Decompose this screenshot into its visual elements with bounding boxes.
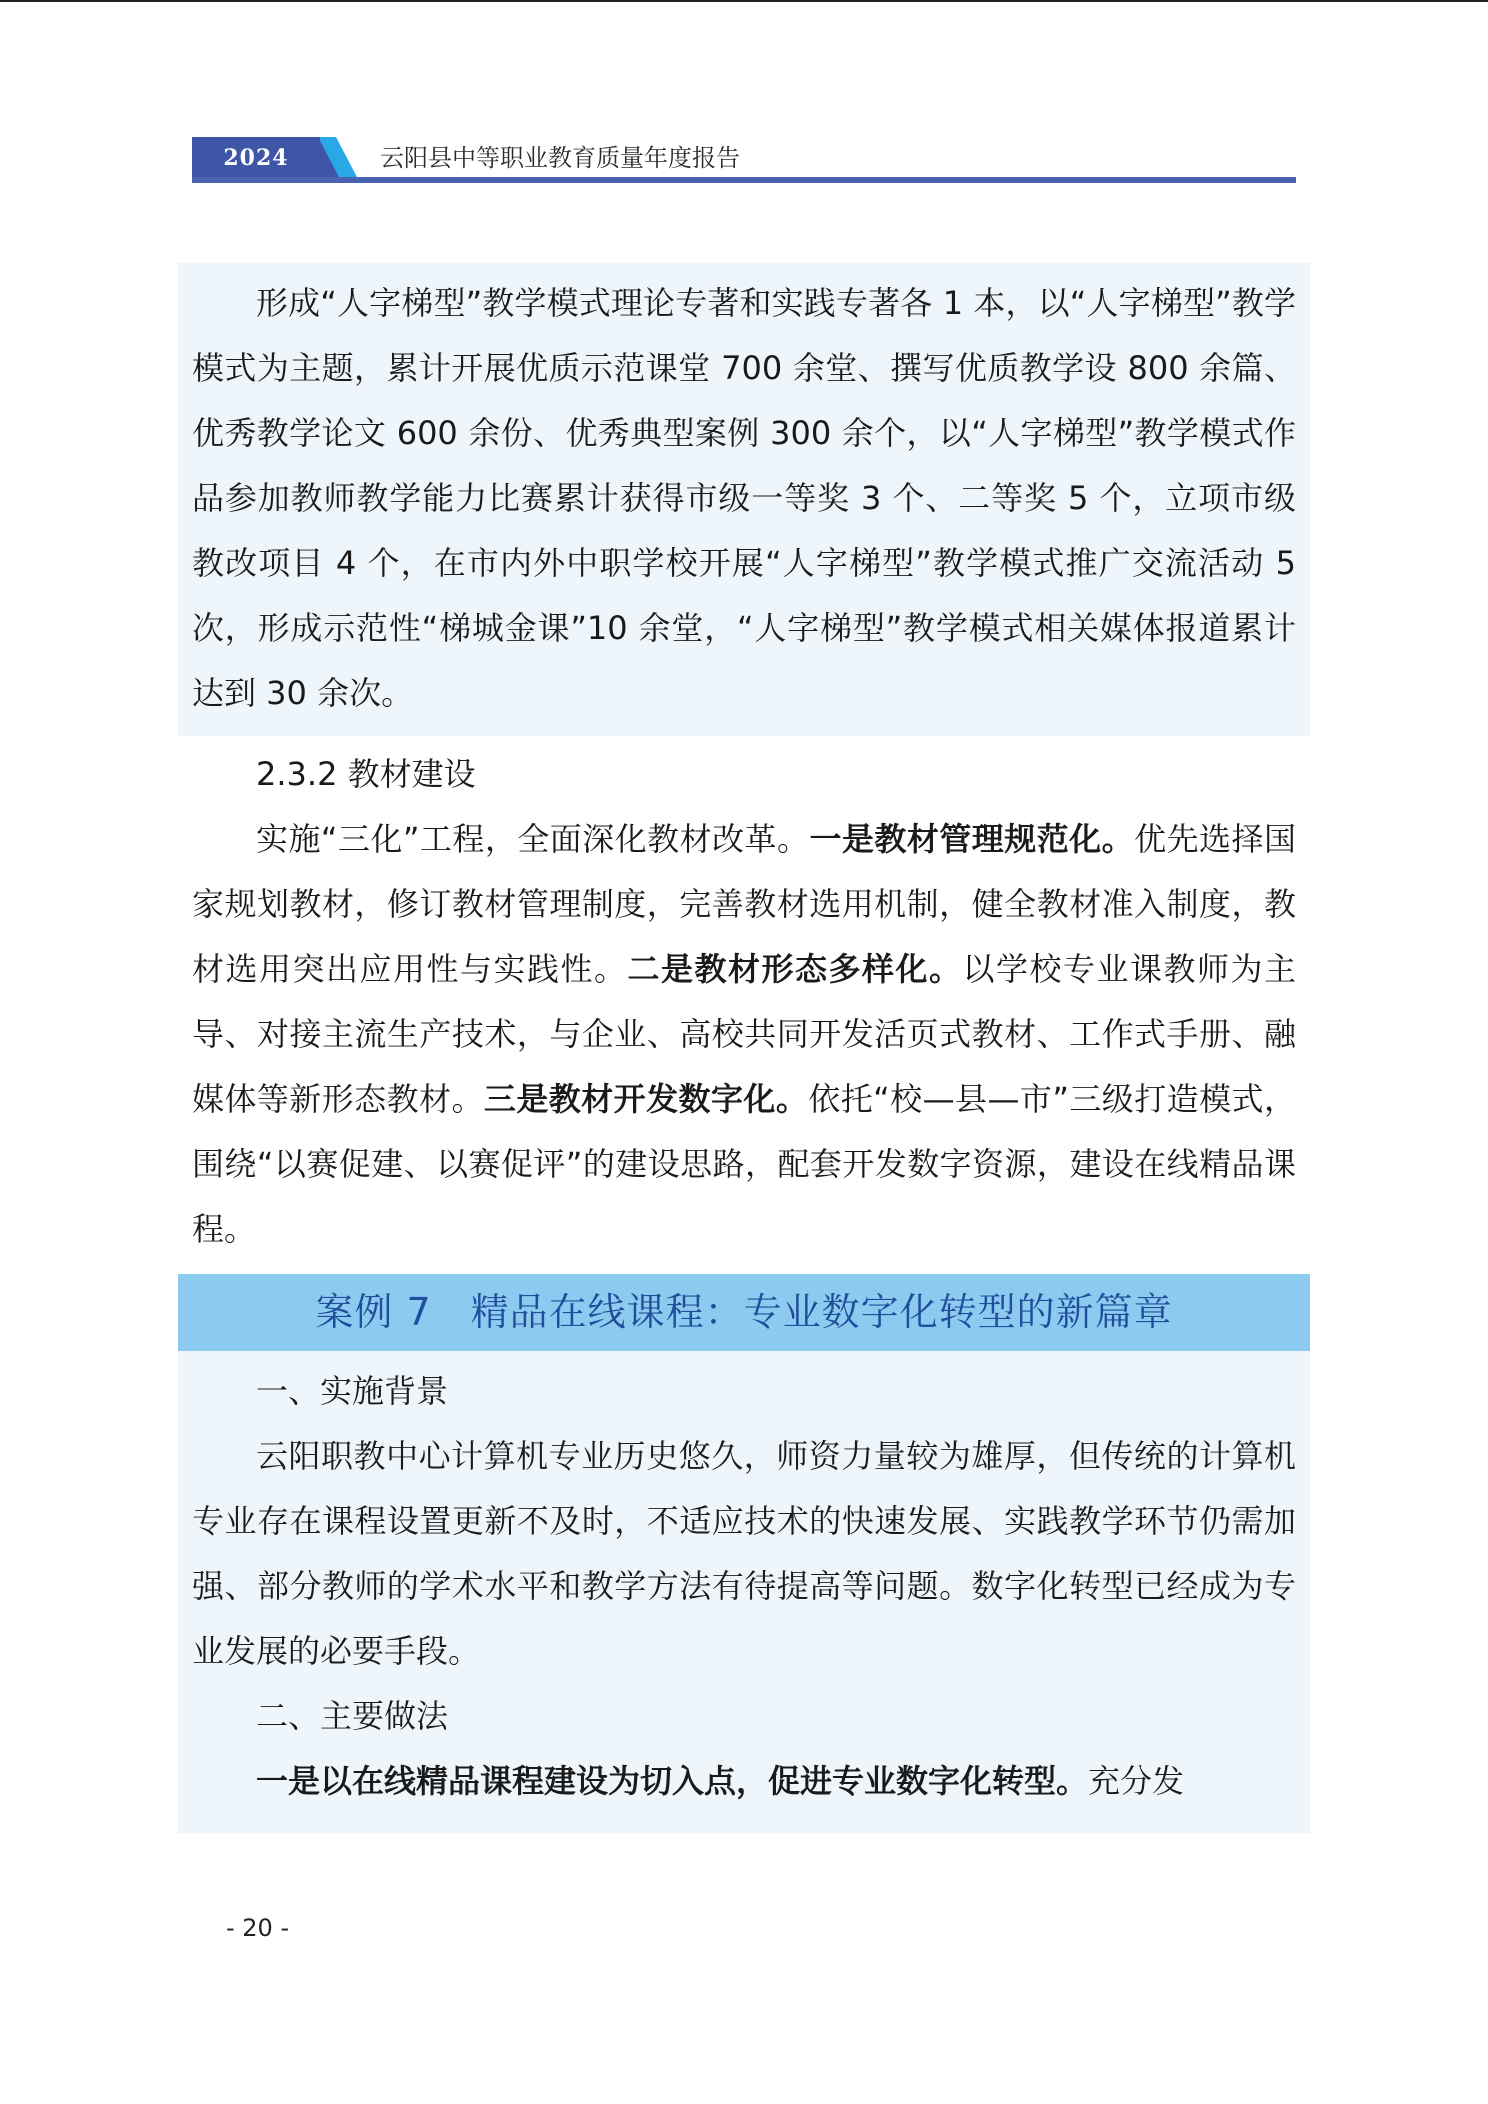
report-title: 云阳县中等职业教育质量年度报告 bbox=[380, 144, 740, 172]
section-heading: 2.3.2 教材建设 bbox=[256, 755, 476, 793]
point-1-bold: 一是教材管理规范化。 bbox=[809, 820, 1135, 858]
point-2-bold: 二是教材形态多样化。 bbox=[627, 950, 963, 988]
summary-box bbox=[178, 263, 1310, 736]
case-heading-background: 一、实施背景 bbox=[256, 1372, 449, 1410]
section-intro: 实施“三化”工程，全面深化教材改革。 bbox=[256, 820, 810, 858]
practice-point-1-bold: 一是以在线精品课程建设为切入点，促进专业数字化转型。 bbox=[256, 1762, 1089, 1800]
section-paragraph bbox=[178, 807, 1310, 1262]
page-number: - 20 - bbox=[226, 1914, 290, 1942]
case-title-bar: 案例 7 精品在线课程：专业数字化转型的新篇章 bbox=[178, 1274, 1310, 1351]
point-3-text: 依托“校—县—市”三级打造模式，围绕“以赛促建、以赛促评”的建设思路，配套开发数字资源，建设在线精品课程。 bbox=[192, 1080, 1296, 1248]
practice-point-1-text: 充分发 bbox=[1088, 1762, 1185, 1800]
point-1-text: 优先选择国家规划教材，修订教材管理制度，完善教材选用机制，健全教材准入制度，教材选用突出应用性与实践性。 bbox=[192, 820, 1296, 988]
point-3-bold: 三是教材开发数字化。 bbox=[483, 1080, 809, 1118]
case-box bbox=[178, 1351, 1310, 1833]
case-practice-paragraph bbox=[178, 1749, 1310, 1814]
page-top-border bbox=[0, 0, 1488, 2]
textbook-section bbox=[178, 742, 1310, 1262]
case-heading-practice: 二、主要做法 bbox=[256, 1697, 449, 1735]
header-rule bbox=[192, 177, 1296, 183]
page-header bbox=[192, 137, 1296, 183]
case-background-paragraph: 云阳职教中心计算机专业历史悠久，师资力量较为雄厚，但传统的计算机专业存在课程设置更新不及时，不适应技术的快速发展、实践教学环节仍需加强、部分教师的学术水平和教学方法有待提高等问题。数字化转型已经成为专业发展的必要手段。 bbox=[192, 1437, 1296, 1670]
point-2-text: 以学校专业课教师为主导、对接主流生产技术，与企业、高校共同开发活页式教材、工作式手册、融媒体等新形态教材。 bbox=[192, 950, 1296, 1118]
summary-paragraph: 形成“人字梯型”教学模式理论专著和实践专著各 1 本，以“人字梯型”教学模式为主题，累计开展优质示范课堂 700 余堂、撰写优质教学设 800 余篇、优秀教学论文 600 余份、优秀典型案例 300 余个，以“人字梯型”教学模式作品参加教师教学能力比赛累计获得市级一等奖 3 个、二等奖 5 个，立项市级教改项目 4 个，在市内外中职学校开展“人字梯型”教学模式推广交流活动 5 次，形成示范性“梯城金课”10 余堂，“人字梯型”教学模式相关媒体报道累计达到 30 余次。 bbox=[192, 284, 1296, 712]
year-label: 2024 bbox=[223, 145, 289, 171]
